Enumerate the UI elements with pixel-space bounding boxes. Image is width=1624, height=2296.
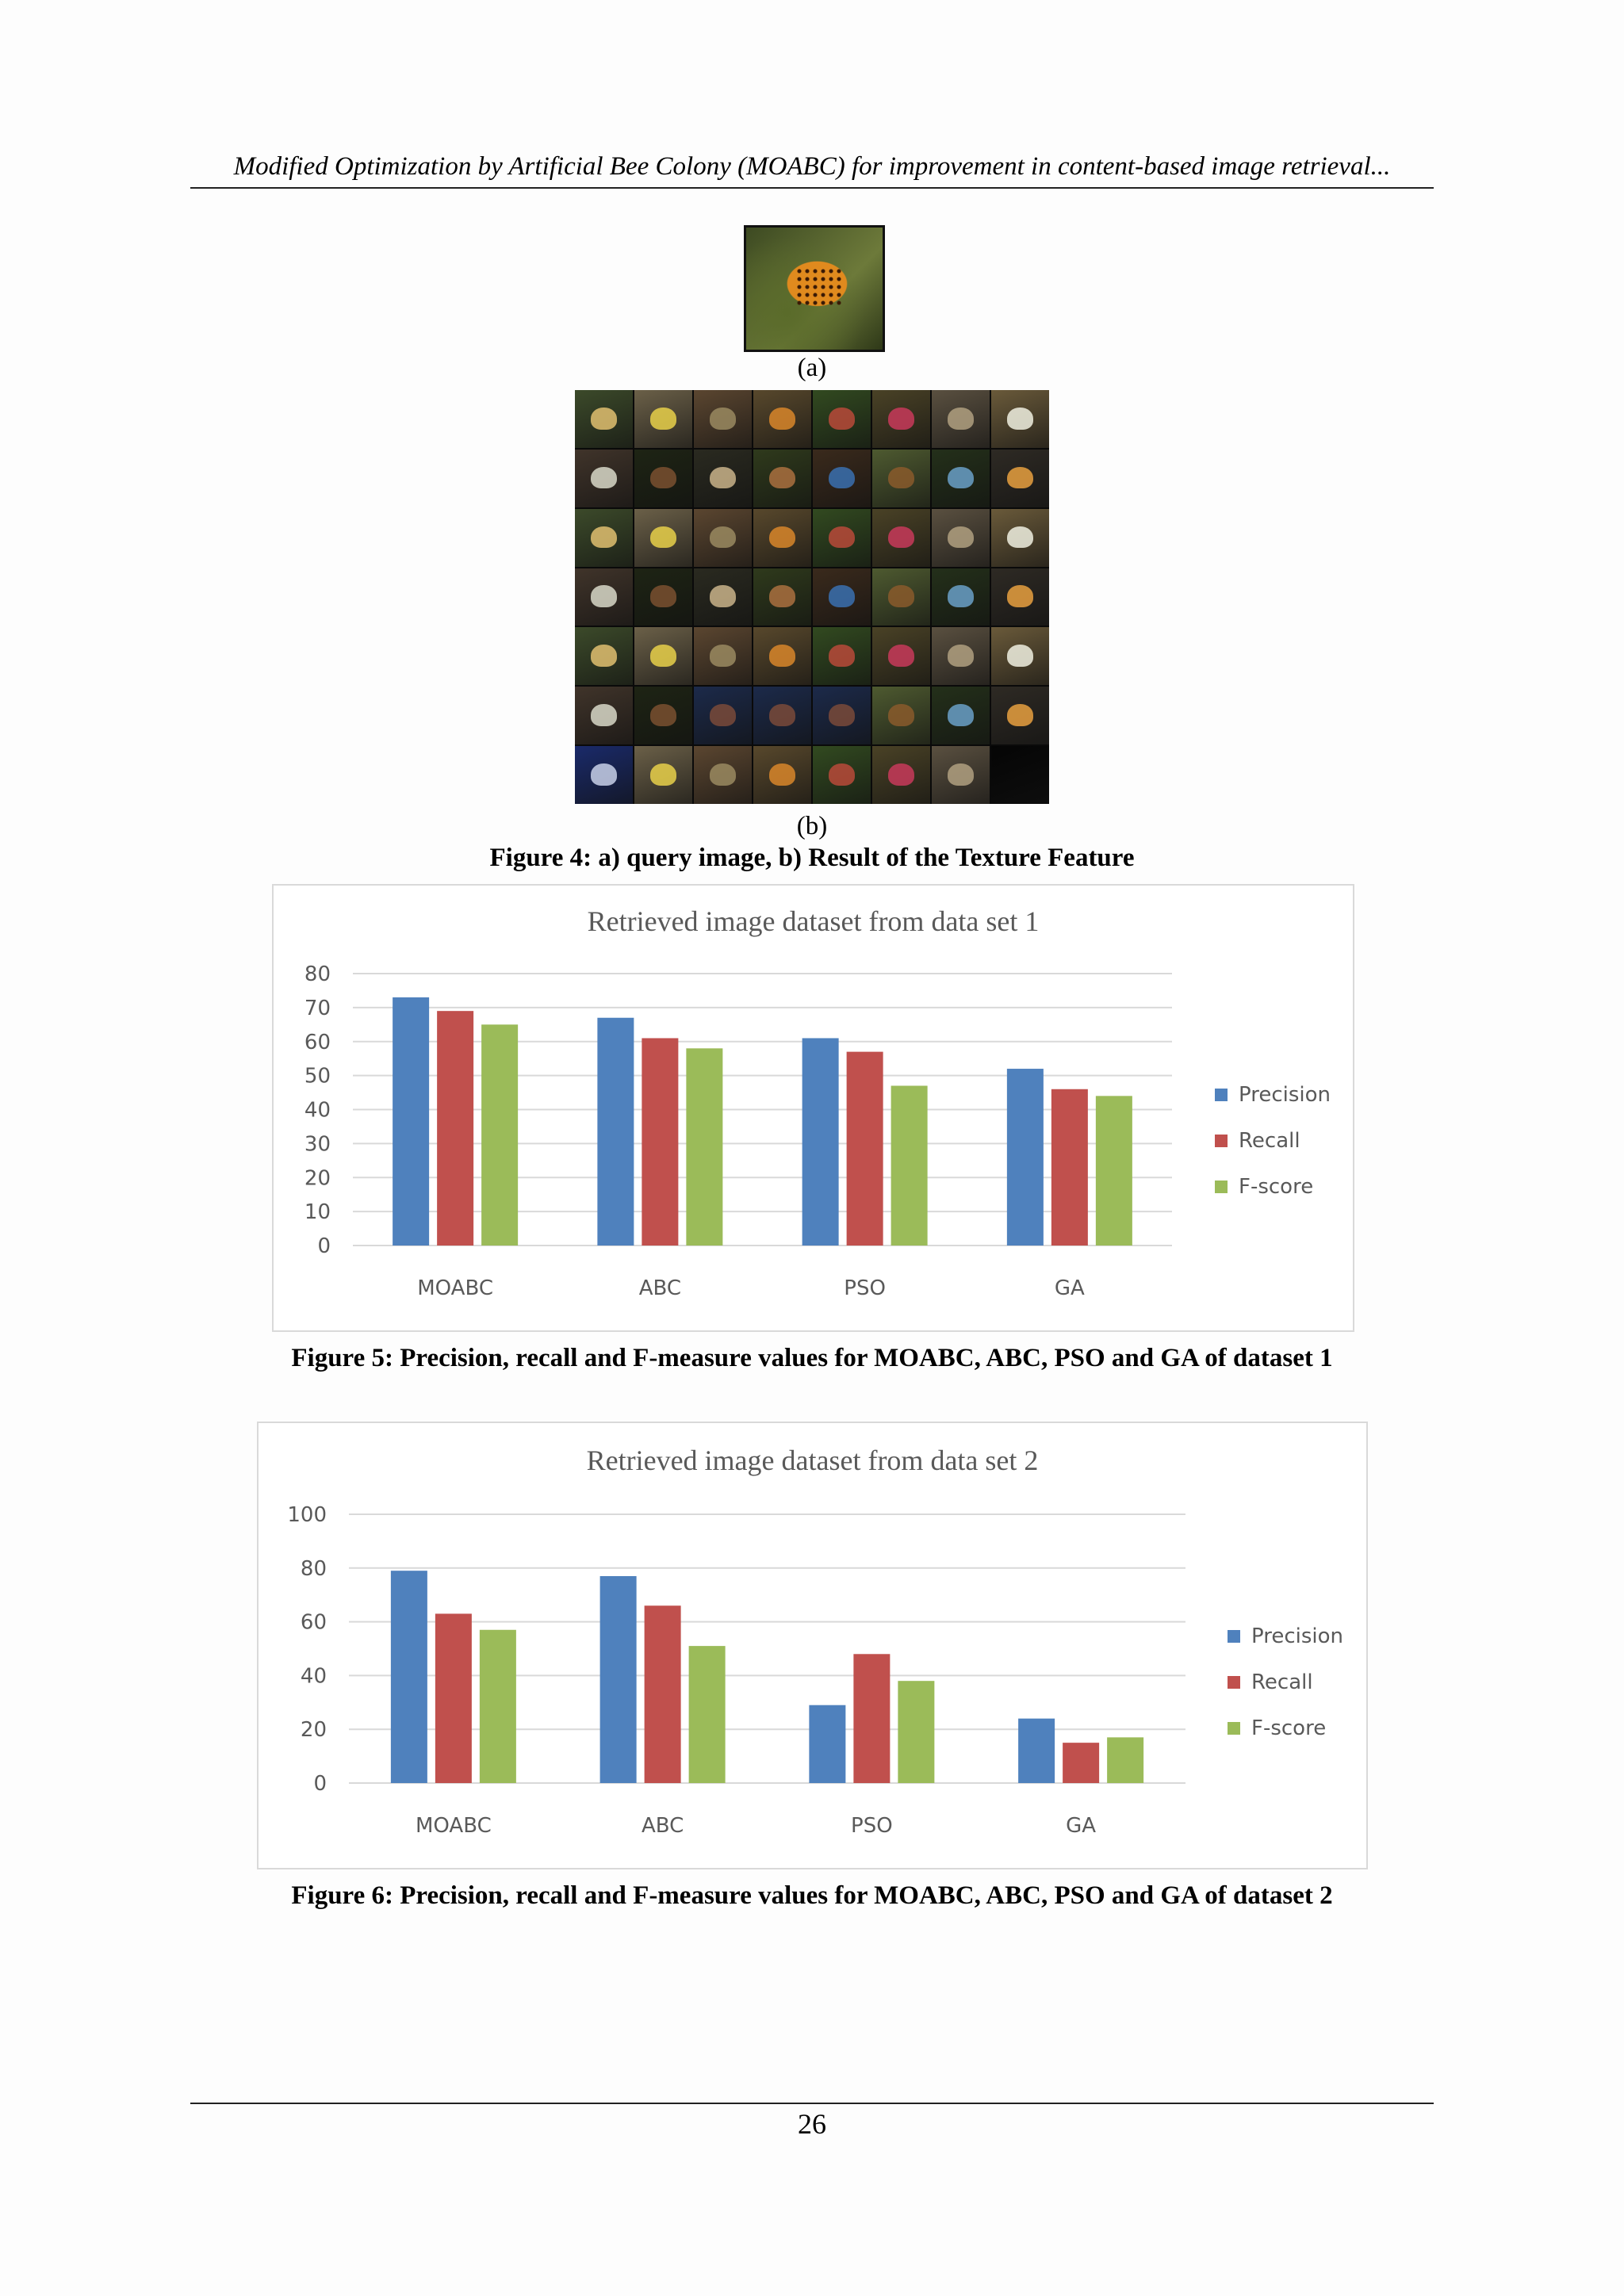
result-thumbnail bbox=[575, 746, 633, 804]
y-tick-label: 100 bbox=[287, 1503, 327, 1527]
figure4-label-b: (b) bbox=[796, 812, 828, 840]
result-thumbnail bbox=[694, 509, 752, 567]
legend-swatch bbox=[1215, 1089, 1228, 1101]
retrieval-results-grid bbox=[575, 390, 1049, 804]
legend-label: Precision bbox=[1251, 1624, 1344, 1648]
x-tick-label: MOABC bbox=[417, 1276, 494, 1300]
legend-swatch bbox=[1228, 1722, 1240, 1735]
y-tick-label: 0 bbox=[313, 1772, 327, 1796]
bar-recall bbox=[645, 1605, 681, 1783]
result-thumbnail bbox=[694, 746, 752, 804]
x-tick-label: PSO bbox=[844, 1276, 886, 1300]
x-tick-label: MOABC bbox=[415, 1814, 492, 1838]
bar-f-score bbox=[898, 1681, 934, 1783]
x-tick-label: ABC bbox=[641, 1814, 684, 1838]
result-thumbnail bbox=[575, 509, 633, 567]
result-thumbnail bbox=[872, 509, 930, 567]
bar-f-score bbox=[686, 1048, 722, 1246]
y-tick-label: 80 bbox=[300, 1556, 327, 1581]
result-thumbnail bbox=[932, 450, 990, 507]
header-rule bbox=[190, 187, 1434, 189]
chart-dataset-1 bbox=[272, 884, 1354, 1332]
y-tick-label: 80 bbox=[304, 962, 331, 986]
y-tick-label: 20 bbox=[300, 1718, 327, 1743]
chart-title: Retrieved image dataset from data set 1 bbox=[587, 905, 1040, 937]
result-thumbnail bbox=[634, 627, 692, 685]
x-tick-label: GA bbox=[1066, 1814, 1097, 1838]
running-header: Modified Optimization by Artificial Bee Colony (MOABC) for improvement in content-based image retrieval... bbox=[233, 152, 1391, 181]
figure5-caption: Figure 5: Precision, recall and F-measure values for MOABC, ABC, PSO and GA of dataset 1 bbox=[291, 1344, 1333, 1372]
result-thumbnail bbox=[753, 450, 811, 507]
bar-f-score bbox=[1107, 1737, 1143, 1783]
bar-recall bbox=[847, 1052, 883, 1246]
bar-f-score bbox=[891, 1085, 928, 1246]
result-thumbnail bbox=[813, 746, 871, 804]
bar-precision bbox=[802, 1038, 839, 1246]
result-thumbnail bbox=[694, 568, 752, 626]
result-thumbnail bbox=[813, 509, 871, 567]
result-thumbnail bbox=[991, 390, 1049, 448]
result-thumbnail bbox=[872, 746, 930, 804]
chart-plot bbox=[274, 886, 1353, 1330]
chart-dataset-2 bbox=[257, 1422, 1368, 1869]
result-thumbnail bbox=[753, 687, 811, 744]
y-tick-label: 10 bbox=[304, 1200, 331, 1225]
bar-recall bbox=[437, 1011, 473, 1246]
legend-swatch bbox=[1228, 1676, 1240, 1689]
result-thumbnail bbox=[694, 687, 752, 744]
figure4-label-a: (a) bbox=[797, 354, 827, 382]
x-tick-label: PSO bbox=[851, 1814, 893, 1838]
result-thumbnail bbox=[872, 450, 930, 507]
bar-recall bbox=[1051, 1089, 1088, 1246]
result-thumbnail bbox=[634, 568, 692, 626]
result-thumbnail bbox=[872, 687, 930, 744]
result-thumbnail bbox=[575, 687, 633, 744]
bar-recall bbox=[435, 1613, 472, 1783]
result-thumbnail bbox=[813, 390, 871, 448]
bar-precision bbox=[393, 997, 429, 1246]
legend-swatch bbox=[1215, 1135, 1228, 1147]
result-thumbnail bbox=[634, 746, 692, 804]
figure4-caption: Figure 4: a) query image, b) Result of the Texture Feature bbox=[489, 844, 1135, 872]
y-tick-label: 0 bbox=[317, 1234, 331, 1258]
bar-f-score bbox=[1096, 1096, 1132, 1246]
chart-plot bbox=[259, 1423, 1366, 1868]
result-thumbnail bbox=[991, 627, 1049, 685]
legend-swatch bbox=[1228, 1630, 1240, 1643]
legend-label: F-score bbox=[1251, 1716, 1327, 1740]
result-thumbnail bbox=[813, 687, 871, 744]
y-tick-label: 40 bbox=[304, 1098, 331, 1123]
legend-swatch bbox=[1215, 1181, 1228, 1193]
result-thumbnail bbox=[932, 568, 990, 626]
result-thumbnail bbox=[753, 568, 811, 626]
result-thumbnail bbox=[932, 746, 990, 804]
result-thumbnail bbox=[634, 509, 692, 567]
bar-precision bbox=[600, 1576, 637, 1783]
result-thumbnail bbox=[575, 450, 633, 507]
y-tick-label: 50 bbox=[304, 1064, 331, 1089]
result-thumbnail bbox=[753, 627, 811, 685]
bar-precision bbox=[809, 1705, 845, 1783]
result-thumbnail bbox=[872, 390, 930, 448]
bar-f-score bbox=[689, 1646, 726, 1783]
legend-label: F-score bbox=[1239, 1175, 1314, 1199]
result-thumbnail bbox=[991, 746, 1049, 804]
legend-label: Precision bbox=[1239, 1083, 1331, 1107]
y-tick-label: 20 bbox=[304, 1166, 331, 1191]
result-thumbnail bbox=[813, 450, 871, 507]
bar-f-score bbox=[481, 1024, 518, 1246]
page-number: 26 bbox=[798, 2108, 826, 2140]
result-thumbnail bbox=[634, 390, 692, 448]
bar-recall bbox=[1063, 1743, 1099, 1783]
y-tick-label: 60 bbox=[304, 1030, 331, 1054]
result-thumbnail bbox=[694, 450, 752, 507]
result-thumbnail bbox=[932, 687, 990, 744]
result-thumbnail bbox=[575, 627, 633, 685]
result-thumbnail bbox=[694, 627, 752, 685]
result-thumbnail bbox=[991, 687, 1049, 744]
y-tick-label: 40 bbox=[300, 1664, 327, 1689]
legend-label: Recall bbox=[1239, 1129, 1300, 1153]
result-thumbnail bbox=[932, 390, 990, 448]
result-thumbnail bbox=[932, 509, 990, 567]
result-thumbnail bbox=[991, 450, 1049, 507]
footer-rule bbox=[190, 2103, 1434, 2104]
y-tick-label: 30 bbox=[304, 1132, 331, 1157]
legend-label: Recall bbox=[1251, 1670, 1313, 1694]
result-thumbnail bbox=[575, 568, 633, 626]
result-thumbnail bbox=[634, 687, 692, 744]
bar-f-score bbox=[480, 1630, 516, 1783]
result-thumbnail bbox=[991, 509, 1049, 567]
bar-precision bbox=[1018, 1719, 1055, 1783]
result-thumbnail bbox=[753, 746, 811, 804]
result-thumbnail bbox=[872, 568, 930, 626]
result-thumbnail bbox=[575, 390, 633, 448]
result-thumbnail bbox=[753, 390, 811, 448]
bar-precision bbox=[391, 1571, 427, 1783]
result-thumbnail bbox=[694, 390, 752, 448]
result-thumbnail bbox=[932, 627, 990, 685]
result-thumbnail bbox=[813, 568, 871, 626]
result-thumbnail bbox=[634, 450, 692, 507]
y-tick-label: 60 bbox=[300, 1610, 327, 1635]
bar-precision bbox=[1007, 1069, 1044, 1246]
result-thumbnail bbox=[991, 568, 1049, 626]
result-thumbnail bbox=[813, 627, 871, 685]
bar-precision bbox=[597, 1018, 634, 1246]
x-tick-label: GA bbox=[1054, 1276, 1085, 1300]
figure6-caption: Figure 6: Precision, recall and F-measure values for MOABC, ABC, PSO and GA of dataset 2 bbox=[291, 1881, 1333, 1910]
x-tick-label: ABC bbox=[638, 1276, 682, 1300]
result-thumbnail bbox=[753, 509, 811, 567]
query-image bbox=[744, 225, 885, 352]
bar-recall bbox=[642, 1038, 678, 1246]
bar-recall bbox=[853, 1654, 890, 1783]
chart-title: Retrieved image dataset from data set 2 bbox=[586, 1445, 1039, 1476]
result-thumbnail bbox=[872, 627, 930, 685]
y-tick-label: 70 bbox=[304, 996, 331, 1020]
